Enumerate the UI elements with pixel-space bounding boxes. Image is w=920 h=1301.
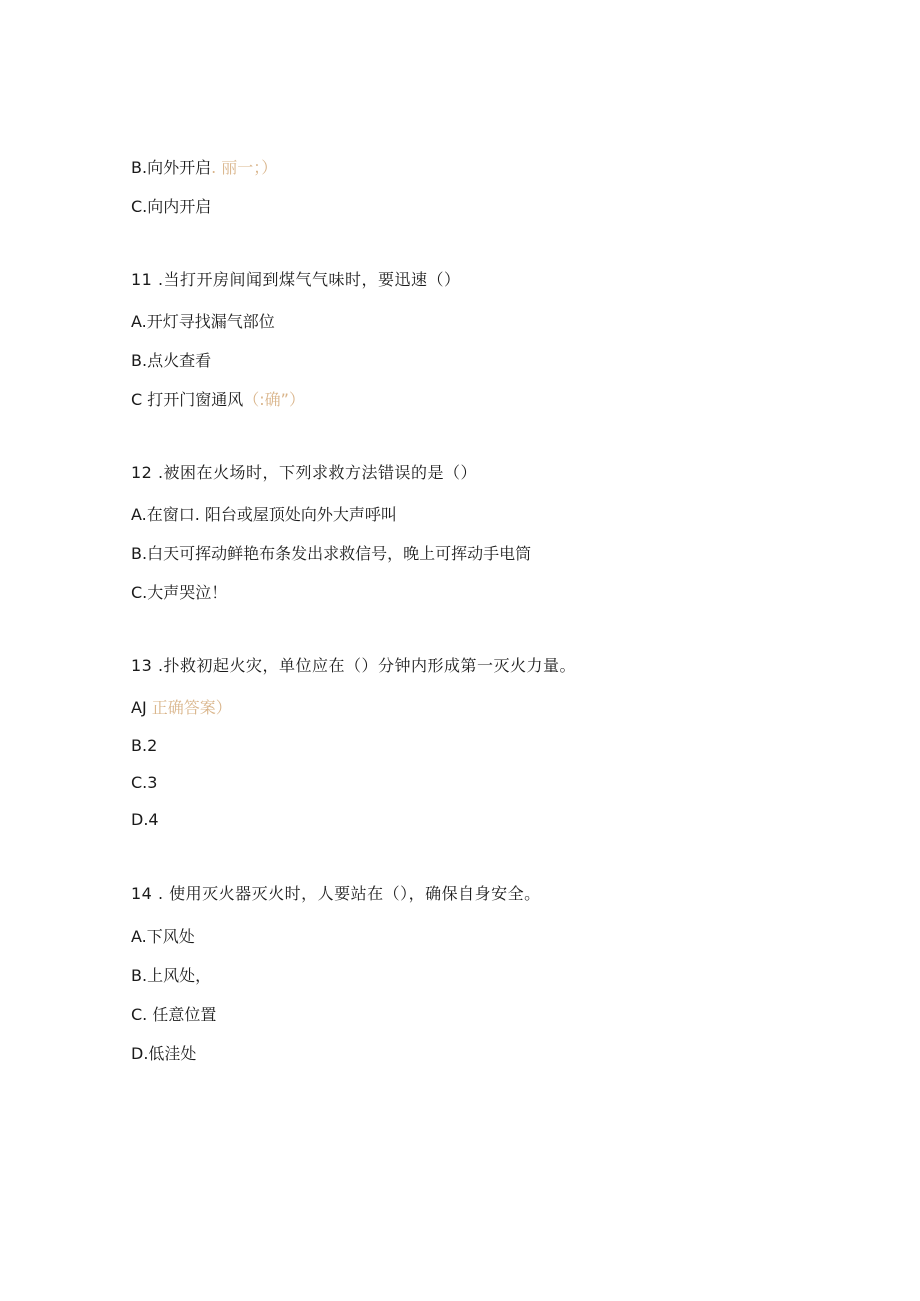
question-13 — [131, 656, 576, 676]
option-text: AJ — [131, 698, 147, 717]
option-c-open-inward — [131, 197, 211, 217]
option-text: D.4 — [131, 810, 159, 829]
answer-annotation: （:确”） — [243, 390, 305, 409]
option-text: A.开灯寻找漏气部位 — [131, 312, 275, 331]
question-13-option-d — [131, 810, 159, 830]
option-text: C.大声哭泣！ — [131, 583, 228, 602]
option-text: B.向外开启 — [131, 158, 212, 177]
answer-annotation: . 丽一；） — [211, 158, 278, 177]
question-11-option-b — [131, 351, 211, 371]
option-text: C.3 — [131, 773, 158, 792]
question-14-option-a — [131, 927, 195, 947]
question-13-option-b — [131, 736, 157, 756]
question-14 — [131, 884, 541, 904]
question-text: 11 .当打开房间闻到煤气气味时，要迅速（） — [131, 270, 461, 289]
question-14-option-d — [131, 1044, 196, 1064]
option-text: C. 任意位置 — [131, 1005, 217, 1024]
question-14-option-c — [131, 1005, 216, 1025]
question-12-option-a — [131, 505, 397, 525]
option-text: B.白天可挥动鲜艳布条发出求救信号，晚上可挥动手电筒 — [131, 544, 532, 563]
question-14-option-b — [131, 966, 211, 986]
question-12-option-c — [131, 583, 227, 603]
option-text: A.在窗口. 阳台或屋顶处向外大声呼叫 — [131, 505, 397, 524]
option-text: C.向内开启 — [131, 197, 212, 216]
question-12 — [131, 463, 477, 483]
question-text: 14 . 使用灭火器灭火时，人要站在（），确保自身安全。 — [131, 884, 541, 903]
question-13-option-a — [131, 698, 232, 718]
question-12-option-b — [131, 544, 531, 564]
option-text: B.上风处， — [131, 966, 212, 985]
option-text: D.低洼处 — [131, 1044, 197, 1063]
question-11 — [131, 270, 461, 290]
answer-annotation: 正确答案） — [146, 698, 232, 717]
option-text: A.下风处 — [131, 927, 195, 946]
question-text: 12 .被困在火场时，下列求救方法错误的是（） — [131, 463, 478, 482]
question-13-option-c — [131, 773, 157, 793]
question-11-option-c — [131, 390, 305, 410]
option-text: B.点火查看 — [131, 351, 212, 370]
option-b-open-outward — [131, 158, 277, 178]
question-11-option-a — [131, 312, 275, 332]
question-text: 13 .扑救初起火灾，单位应在（）分钟内形成第一灭火力量。 — [131, 656, 577, 675]
option-text: C 打开门窗通风 — [131, 390, 244, 409]
option-text: B.2 — [131, 736, 158, 755]
